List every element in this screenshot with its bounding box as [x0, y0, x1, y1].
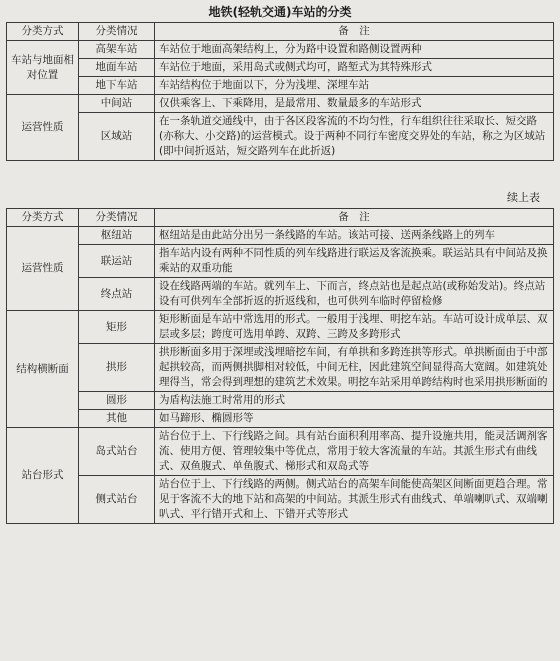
situation-cell: 矩形	[79, 311, 155, 344]
table-row	[7, 428, 554, 476]
remark-cell: 在一条轨道交通线中，由于各区段客流的不均匀性，行车组织往往采取长、短交路(亦称大、小交路)的运营模式。设于两种不同行车密度交界处的车站，称之为区域站(即中间折返站，短交路列车在此折返)	[155, 113, 554, 161]
table-row	[7, 311, 554, 344]
table-row	[7, 95, 554, 113]
situation-cell: 拱形	[79, 344, 155, 392]
remark-cell: 为盾构法施工时常用的形式	[155, 392, 554, 410]
situation-cell: 区域站	[79, 113, 155, 161]
station-classification-table-part2	[6, 208, 554, 524]
table-row	[7, 77, 554, 95]
situation-cell: 岛式站台	[79, 428, 155, 476]
header-situation: 分类情况	[79, 23, 155, 41]
page-title: 地铁(轻轨交通)车站的分类	[208, 5, 352, 19]
remark-cell: 站台位于上、下行线路之间。具有站台面积利用率高、提升设施共用，能灵活调剂客流、使用方便、管理较集中等优点，常用于较大客流量的车站。其派生形式有曲线式、双鱼腹式、单鱼腹式、梯形式和双岛式等	[155, 428, 554, 476]
situation-cell: 中间站	[79, 95, 155, 113]
category-cell: 结构横断面	[7, 311, 79, 428]
table-header-row	[7, 23, 554, 41]
remark-cell: 如马蹄形、椭圆形等	[155, 410, 554, 428]
table-row	[7, 245, 554, 278]
remark-cell: 车站位于地面高架结构上，分为路中设置和路侧设置两种	[155, 41, 554, 59]
remark-cell: 枢纽站是由此站分出另一条线路的车站。该站可接、送两条线路上的列车	[155, 227, 554, 245]
remark-cell: 站台位于上、下行线路的两侧。侧式站台的高架车间能使高架区间断面更趋合理。常见于客流不大的地下站和高架的中间站。其派生形式有曲线式、单端喇叭式、双端喇叭式、平行错开式和上、下错开式等形式	[155, 476, 554, 524]
station-classification-table-part1	[6, 22, 554, 161]
situation-cell: 终点站	[79, 278, 155, 311]
table-row	[7, 476, 554, 524]
table-row	[7, 59, 554, 77]
situation-cell: 其他	[79, 410, 155, 428]
remark-cell: 车站位于地面，采用岛式或侧式均可，路堑式为其特殊形式	[155, 59, 554, 77]
situation-cell: 侧式站台	[79, 476, 155, 524]
continued-label: 续上表	[507, 191, 540, 204]
situation-cell: 枢纽站	[79, 227, 155, 245]
situation-cell: 联运站	[79, 245, 155, 278]
header-method: 分类方式	[7, 209, 79, 227]
table-row	[7, 410, 554, 428]
table-row	[7, 41, 554, 59]
header-remark: 备 注	[155, 209, 554, 227]
remark-cell: 拱形断面多用于深埋或浅埋暗挖车间，有单拱和多跨连拱等形式。单拱断面由于中部起拱较高，而两侧拱脚相对较低，中间无柱，因此建筑空间显得高大宽阔。如建筑处理得当，常会得到理想的建筑艺术效果。明挖车站采用单跨结构时也采用拱形断面的	[155, 344, 554, 392]
remark-cell: 指车站内设有两种不同性质的列车线路进行联运及客流换乘。联运站具有中间站及换乘站的双重功能	[155, 245, 554, 278]
table-header-row	[7, 209, 554, 227]
remark-cell: 仅供乘客上、下乘降用，是最常用、数量最多的车站形式	[155, 95, 554, 113]
header-method: 分类方式	[7, 23, 79, 41]
table-row	[7, 113, 554, 161]
situation-cell: 圆形	[79, 392, 155, 410]
table-row	[7, 227, 554, 245]
table-row	[7, 392, 554, 410]
remark-cell: 设在线路两端的车站。就列车上、下而言，终点站也是起点站(或称始发站)。终点站设有可供列车全部折返的折返线和，也可供列车临时停留检修	[155, 278, 554, 311]
remark-cell: 矩形断面是车站中常选用的形式。一般用于浅埋、明挖车站。车站可设计成单层、双层或多层；跨度可选用单跨、双跨、三跨及多跨形式	[155, 311, 554, 344]
table-row	[7, 344, 554, 392]
situation-cell: 地下车站	[79, 77, 155, 95]
category-cell: 站台形式	[7, 428, 79, 524]
category-cell: 运营性质	[7, 227, 79, 311]
remark-cell: 车站结构位于地面以下，分为浅埋、深埋车站	[155, 77, 554, 95]
category-cell: 运营性质	[7, 95, 79, 161]
situation-cell: 地面车站	[79, 59, 155, 77]
table-row	[7, 278, 554, 311]
situation-cell: 高架车站	[79, 41, 155, 59]
header-situation: 分类情况	[79, 209, 155, 227]
header-remark: 备 注	[155, 23, 554, 41]
category-cell: 车站与地面相对位置	[7, 41, 79, 95]
